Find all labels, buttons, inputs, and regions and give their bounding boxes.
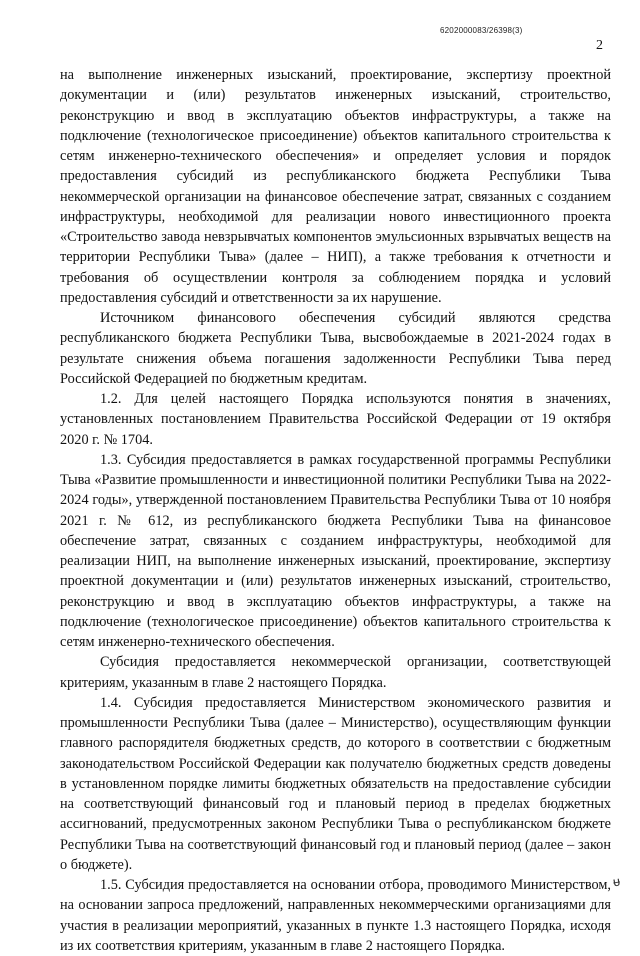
paragraph-1-3: 1.3. Субсидия предоставляется в рамках государственной программы Республики Тыва «Развитие промышленности и инвестиционной политики Республики Тыва на 2022-2024 годы», утвержденной постановлением Правительства Республики Тыва от 10 ноября 2021 г. № 612, из республиканского бюджета Республики Тыва на финансовое обеспечение затрат, связанных с созданием инфраструктуры, необходимой для реализации НИП, на выполнение инженерных изысканий, проектирование, экспертизу проектной документации и (или) результатов инженерных изысканий, строительство, реконструкцию и ввод в эксплуатацию объектов инфраструктуры, а также на подключение (технологическое присоединение) объектов капитального строительства к сетям инженерно-технического обеспечения. [60, 451, 611, 650]
paragraph-1-2: 1.2. Для целей настоящего Порядка используются понятия в значениях, установленных постановлением Правительства Российской Федерации от 19 октября 2020 г. № 1704. [60, 391, 611, 448]
paragraph-1-4: 1.4. Субсидия предоставляется Министерством экономического развития и промышленности Республики Тыва (далее – Министерство), осуществляющим функции главного распорядителя бюджетных средств, до которого в соответствии с бюджетным законодательством Российской Федерации как получателю бюджетных средств доведены в установленном порядке лимиты бюджетных обязательств на предоставление субсидии на соответствующий финансовый год и плановый период в пределах бюджетных ассигнований, предусмотренных законом Республики Тыва о республиканском бюджете Республики Тыва на соответствующий финансовый год и плановый период (далее – закон о бюджете). [60, 694, 611, 873]
paragraph-continuation: на выполнение инженерных изысканий, проектирование, экспертизу проектной документации и (или) результатов инженерных изысканий, строительство, реконструкцию и ввод в эксплуатацию объектов инфраструктуры, а также на подключение (технологическое присоединение) объектов капитального строительства к сетям инженерно-технического обеспечения» и определяет условия и порядок предоставления субсидий из республиканского бюджета Республики Тыва некоммерческой организации на финансовое обеспечение затрат, связанных с созданием инфраструктуры, необходимой для реализации нового инвестиционного проекта «Строительство завода невзрывчатых компонентов эмульсионных взрывчатых веществ на территории Республики Тыва» (далее – НИП), а также требования к отчетности и требования об осуществлении контроля за соблюдением порядка и условий предоставления субсидий и ответственности за их нарушение. [60, 67, 611, 306]
document-body [60, 65, 611, 956]
page-number: 2 [596, 38, 603, 53]
paragraph-funding-source: Источником финансового обеспечения субсидий являются средства республиканского бюджета Республики Тыва, высвобождаемые в 2021-2024 годах в результате снижения объема погашения задолженности Республики Тыва перед Российской Федерацией по бюджетным кредитам. [60, 310, 611, 387]
paragraph-1-5: 1.5. Субсидия предоставляется на основании отбора, проводимого Министерством, на основании запроса предложений, направленных некоммерческими организациями для участия в реализации мероприятий, указанных в пункте 1.3 настоящего Порядка, исходя из их соответствия критериям, указанным в главе 2 настоящего Порядка. [60, 877, 611, 954]
handwritten-initial-mark: ᵾ [611, 874, 622, 891]
paragraph-subsidy-recipient: Субсидия предоставляется некоммерческой организации, соответствующей критериям, указанным в главе 2 настоящего Порядка. [60, 654, 611, 691]
document-code: 6202000083/26398(3) [440, 26, 523, 35]
